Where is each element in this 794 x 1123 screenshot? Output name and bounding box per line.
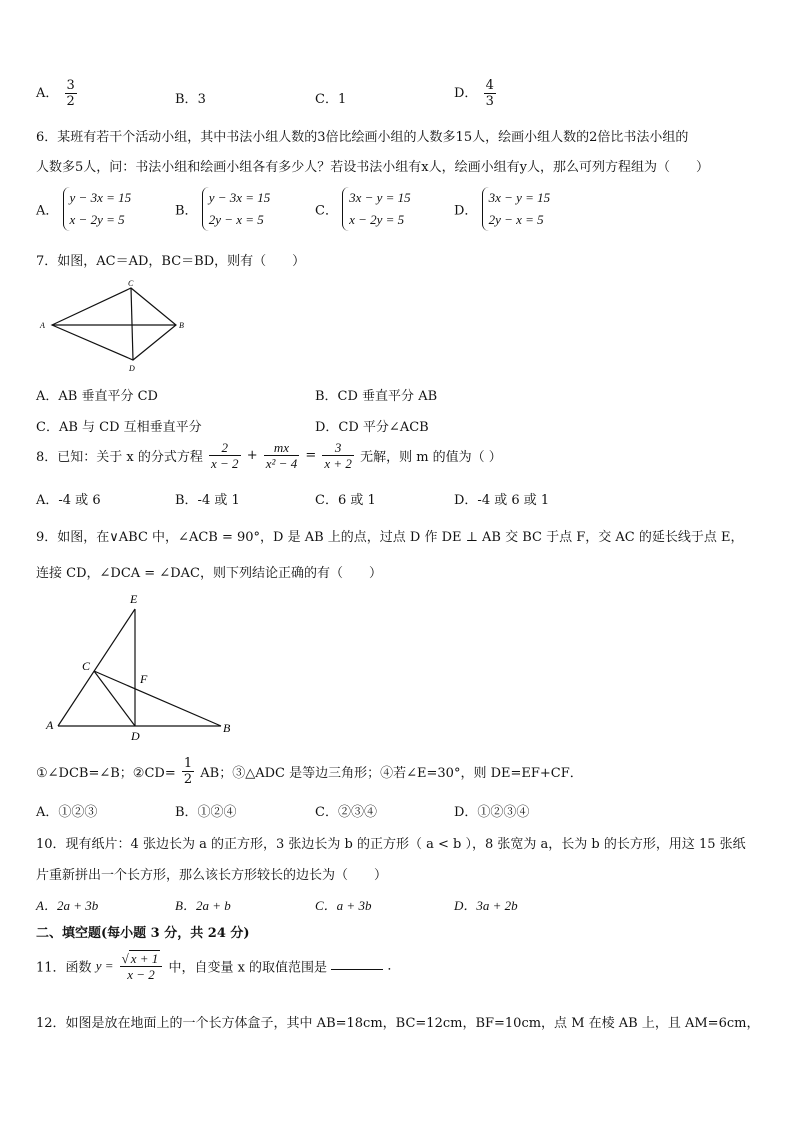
q10-option-b: B．2a + b [175,898,231,913]
q8-stem-post: 无解，则 m 的值为（ ） [360,450,502,465]
q7-kite-outline [52,288,176,360]
q7-option-a: A．AB 垂直平分 CD [36,389,158,404]
q6-equation-system: y − 3x = 15 x − 2y = 5 [63,187,132,231]
q12-stem-line1: 12．如图是放在地面上的一个长方体盒子，其中 AB=18cm，BC=12cm，BF=10cm，点 M 在棱 AB 上，且 AM=6cm， [36,1016,760,1031]
q7-option-c: C．AB 与 CD 互相垂直平分 [36,420,202,435]
q7-label-b: B [179,321,184,330]
q8-stem-pre: 8．已知：关于 x 的分式方程 [36,450,203,465]
q7-label-d: D [129,364,135,373]
q9-option-b: B．①②④ [175,805,237,820]
q5-option-a-label: A． [36,86,59,101]
q9-segment-cb [94,671,221,726]
q5-option-c-value: 1 [337,92,347,107]
q6-option-b [175,187,270,231]
q10-stem-line1: 10．现有纸片：4 张边长为 a 的正方形，3 张边长为 b 的正方形（ a < b ），8 张宽为 a，长为 b 的长方形，用这 15 张纸 [36,837,746,852]
q8-plus: + [246,448,258,463]
q7-option-b: B．CD 垂直平分 AB [315,389,438,404]
q11-stem-pre: 11．函数 [36,960,92,976]
q7-diagonal-cd [131,288,133,360]
q11-y-equals: y = [95,958,114,973]
q8-option-a: A．-4 或 6 [36,493,101,508]
q9-option-d: D．①②③④ [454,805,530,820]
q6-option-a [36,187,131,231]
q6-option-label: C． [315,203,338,219]
q7-label-a: A [40,321,45,330]
q10-stem-line2: 片重新拼出一个长方形，那么该长方形较长的边长为（ ） [36,868,388,883]
q9-option-a: A．①②③ [36,805,98,820]
q6-equation-system: 3x − y = 15 2y − x = 5 [482,187,551,231]
q6-option-label: D． [454,203,478,219]
q5-option-b-value: 3 [197,92,206,107]
q9-triangle-figure [36,586,246,746]
q6-stem-line2: 人数多5人，问：书法小组和绘画小组各有多少人？若设书法小组有x人，绘画小组有y人，那么可列方程组为（ ） [36,160,709,175]
q9-stem-line1: 9．如图，在∨ABC 中，∠ACB = 90°，D 是 AB 上的点，过点 D 作 DE ⊥ AB 交 BC 于点 F，交 AC 的延长线于点 E， [36,530,744,545]
q7-kite-figure [36,278,196,374]
q5-option-c [315,88,346,107]
q10-option-c: C．a + 3b [315,898,372,913]
q5-option-b-label: B． [175,92,198,107]
q9-label-e: E [130,592,138,606]
q8-option-d: D．-4 或 6 或 1 [454,493,550,508]
q6-equation-system: y − 3x = 15 2y − x = 5 [202,187,271,231]
q9-label-a: A [46,718,54,732]
q8-fraction-2: $\frac{mx}{\text{x² − 4}}$ [265,440,298,471]
q9-segment-ae [58,609,135,726]
q8-stem [36,440,502,471]
q11-function-fraction: $\frac{√ x + 1}{x - 2}$ [120,950,163,982]
q5-option-d [454,78,498,109]
q6-equation-system: 3x − y = 15 x − 2y = 5 [342,187,411,231]
q9-label-f: F [140,672,148,686]
q8-fraction-3: $\frac{3}{x + 2}$ [324,440,352,471]
q10-option-d: D．3a + 2b [454,898,518,913]
q5-option-d-fraction: $\frac{4}{3}$ [485,78,494,109]
q5-option-b [175,88,206,107]
q7-option-d: D．CD 平分∠ACB [315,420,429,435]
q5-option-c-label: C． [315,92,338,107]
q8-option-b: B．-4 或 1 [175,493,240,508]
q7-label-c: C [128,279,134,288]
q11-stem [36,950,400,982]
q9-half-fraction: $\frac{1}{2}$ [183,756,193,787]
q11-answer-blank [331,957,383,970]
q10-option-a: A．2a + 3b [36,898,99,913]
q6-option-label: A． [36,203,59,219]
q6-option-d [454,187,550,231]
q5-option-a-fraction: $\frac{3}{2}$ [66,78,75,109]
q5-option-d-label: D． [454,86,478,101]
q8-fraction-1: $\frac{2}{x - 2}$ [211,440,239,471]
q9-conclusions-pre: ①∠DCB=∠B；②CD= [36,766,176,781]
q6-option-c [315,187,411,231]
q7-stem: 7．如图，AC＝AD，BC＝BD，则有（ ） [36,254,306,269]
q11-stem-end: ． [387,958,401,974]
q9-label-c: C [82,659,91,673]
q9-label-b: B [223,721,231,735]
q9-conclusions [36,756,583,787]
section-heading-fill-in: 二、填空题(每小题 3 分，共 24 分) [36,926,250,941]
q9-stem-line2: 连接 CD，∠DCA = ∠DAC，则下列结论正确的有（ ） [36,566,382,581]
q8-equals: = [305,448,317,463]
q6-option-label: B． [175,203,198,219]
q6-stem-line1: 6．某班有若干个活动小组，其中书法小组人数的3倍比绘画小组的人数多15人，绘画小组人数的2倍比书法小组的 [36,130,689,145]
q8-option-c: C．6 或 1 [315,493,376,508]
q5-option-a [36,78,79,109]
q9-option-c: C．②③④ [315,805,377,820]
q9-conclusions-post: AB；③△ADC 是等边三角形；④若∠E=30°，则 DE=EF+CF． [200,766,583,781]
q9-label-d: D [131,729,140,743]
q11-stem-post: 中，自变量 x 的取值范围是 [168,960,328,976]
